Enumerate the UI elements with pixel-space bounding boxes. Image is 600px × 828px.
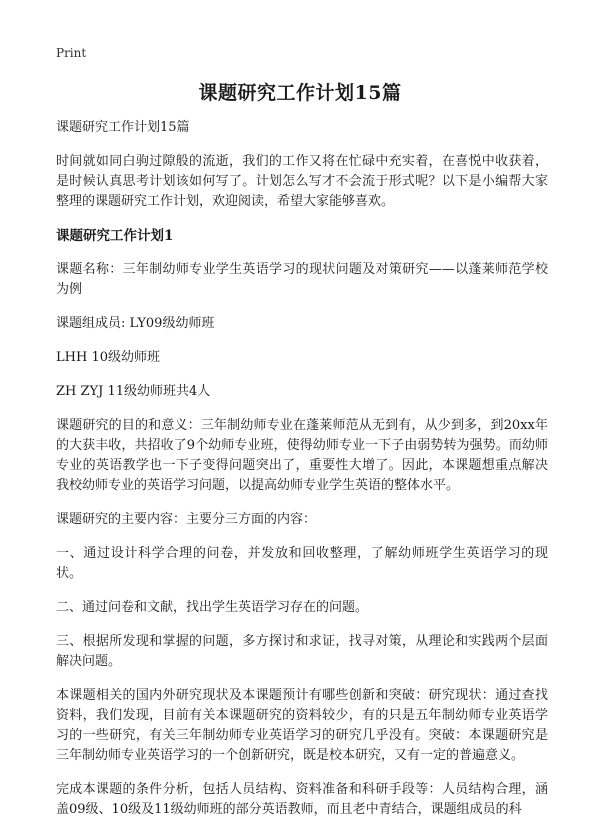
- intro-paragraph: 时间就如同白驹过隙般的流逝，我们的工作又将在忙碌中充实着，在喜悦中收获着，是时候认真思考计划该如何写了。计划怎么写才不会流于形式呢？以下是小编帮大家整理的课题研究工作计划，欢迎阅读，希望大家能够喜欢。: [56, 154, 548, 209]
- print-link[interactable]: Print: [56, 46, 87, 60]
- members-paragraph-2: LHH 10级幼师班: [56, 350, 160, 365]
- section-heading: 课题研究工作计划1: [56, 228, 174, 244]
- purpose-paragraph: 课题研究的目的和意义：三年制幼师专业在蓬莱师范从无到有，从少到多，到20xx年的大获丰收，共招收了9个幼师专业班，使得幼师专业一下子由弱势转为强势。而幼师专业的英语教学也一下子变得问题突出了，重要性大增了。因此，本课题想重点解决我校幼师专业的英语学习问题，以提高幼师专业学生英语的整体水平。: [56, 418, 548, 493]
- topic-name-paragraph: 课题名称：三年制幼师专业学生英语学习的现状问题及对策研究——以蓬莱师范学校为例: [56, 262, 548, 297]
- point-one-paragraph: 一、通过设计科学合理的问卷，并发放和回收整理，了解幼师班学生英语学习的现状。: [56, 546, 548, 581]
- members-paragraph-3: ZH ZYJ 11级幼师班共4人: [56, 384, 211, 399]
- research-status-paragraph: 本课题相关的国内外研究现状及本课题预计有哪些创新和突破：研究现状：通过查找资料，我们发现，目前有关本课题研究的资料较少，有的只是五年制幼师专业英语学习的一些研究，有关三年制幼师专业英语学习的研究几乎没有。突破：本课题研究是三年制幼师专业英语学习的一个创新研究，既是校本研究，又有一定的普遍意义。: [56, 688, 548, 763]
- document-body: [56, 118, 548, 828]
- point-three-paragraph: 三、根据所发现和掌握的问题，多方探讨和求证，找寻对策，从理论和实践两个层面解决问题。: [56, 634, 548, 669]
- page-title: 课题研究工作计划15篇: [198, 82, 402, 104]
- point-two-paragraph: 二、通过问卷和文献，找出学生英语学习存在的问题。: [56, 600, 369, 615]
- conditions-paragraph: 完成本课题的条件分析，包括人员结构、资料准备和科研手段等：人员结构合理，涵盖09级、10级及11级幼师班的部分英语教师，而且老中青结合，课题组成员的科: [56, 782, 548, 817]
- document-subtitle: 课题研究工作计划15篇: [56, 120, 190, 135]
- main-content-paragraph: 课题研究的主要内容：主要分三方面的内容：: [56, 512, 317, 527]
- members-paragraph-1: 课题组成员: LY09级幼师班: [56, 316, 215, 331]
